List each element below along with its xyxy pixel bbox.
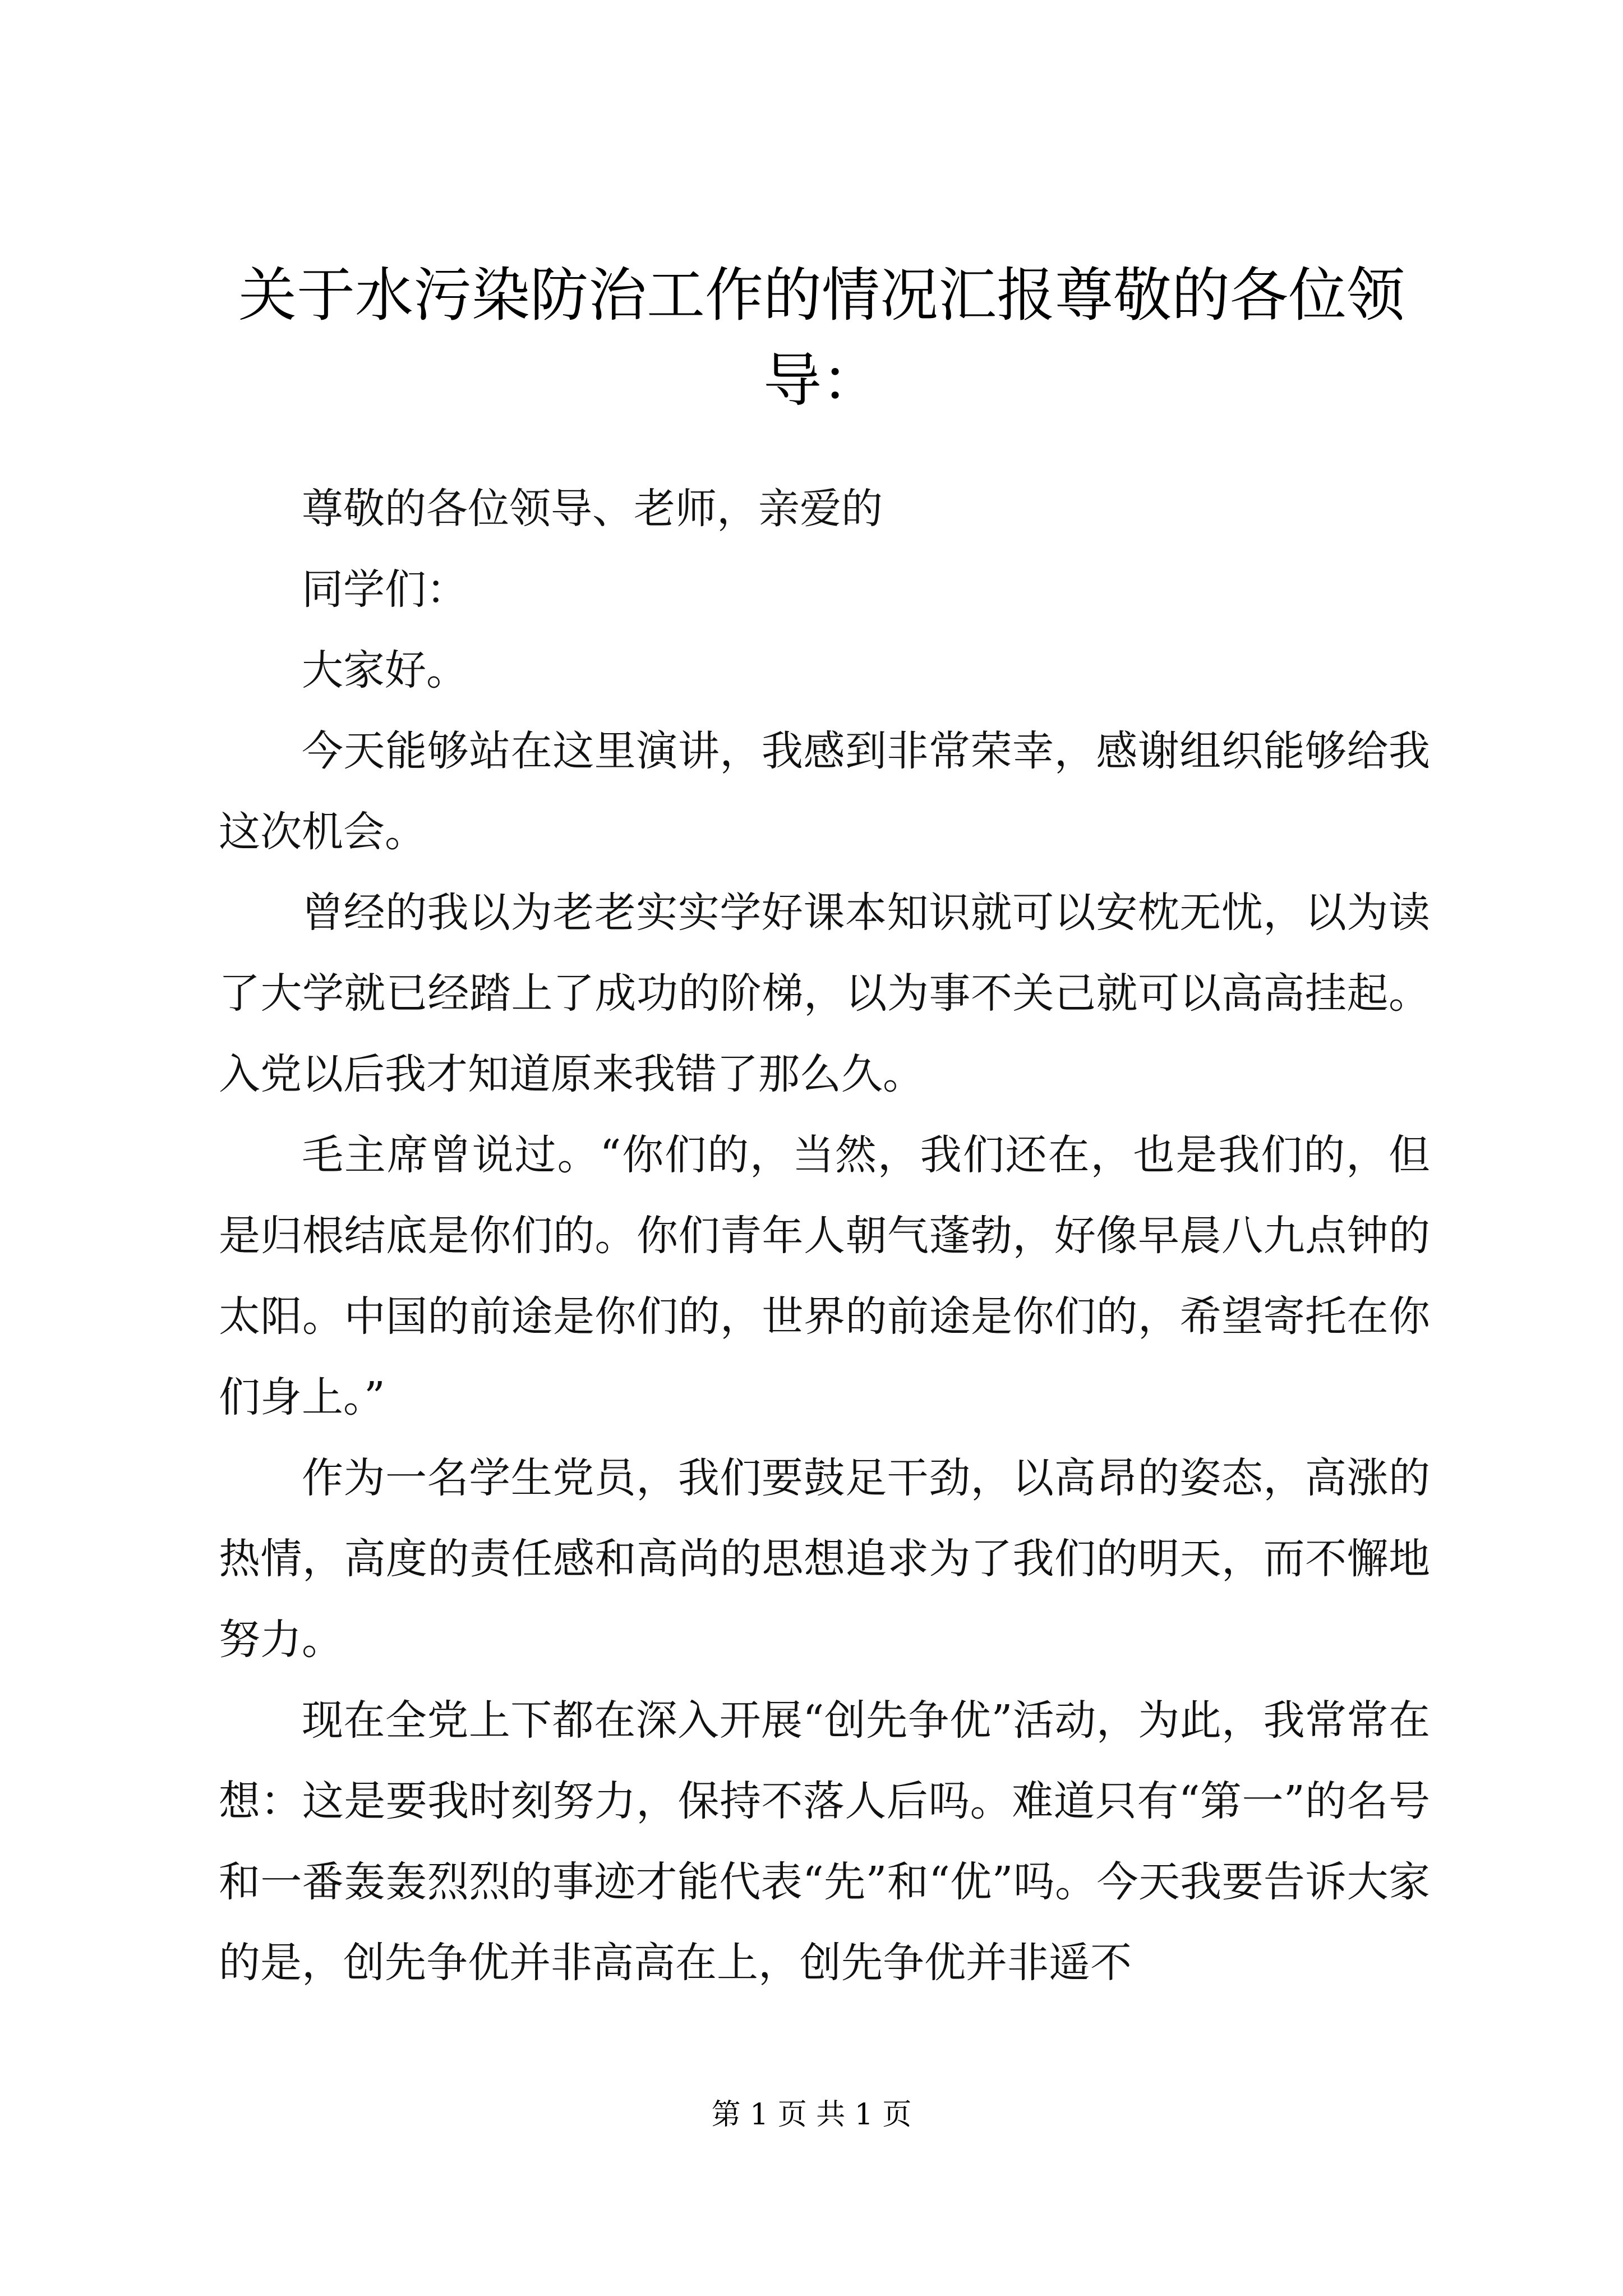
paragraph-past-belief: 曾经的我以为老老实实学好课本知识就可以安枕无忧，以为读了大学就已经踏上了成功的阶梯，以为事不关己就可以高高挂起。入党以后我才知道原来我错了那么久。 — [219, 889, 1430, 1098]
paragraph-hello: 大家好。 — [302, 646, 468, 694]
paragraph-student-member: 作为一名学生党员，我们要鼓足干劲，以高昂的姿态，高涨的热情，高度的责任感和高尚的思想追求为了我们的明天，而不懈地努力。 — [219, 1454, 1430, 1664]
paragraph-campaign: 现在全党上下都在深入开展“创先争优”活动，为此，我常常在想：这是要我时刻努力，保持不落人后吗。难道只有“第一”的名号和一番轰轰烈烈的事迹才能代表“先”和“优”吗。今天我要告诉大家的是，创先争优并非高高在上，创先争优并非遥不 — [219, 1696, 1430, 1987]
page-number-footer: 第 1 页 共 1 页 — [711, 2098, 912, 2132]
document-body — [219, 468, 1430, 2003]
paragraph-honor: 今天能够站在这里演讲，我感到非常荣幸，感谢组织能够给我这次机会。 — [219, 727, 1430, 856]
paragraph-quote: 毛主席曾说过。“你们的，当然，我们还在，也是我们的，但是归根结底是你们的。你们青年人朝气蓬勃，好像早晨八九点钟的太阳。中国的前途是你们的，世界的前途是你们的，希望寄托在你们身上。” — [219, 1131, 1430, 1421]
paragraph-greeting: 尊敬的各位领导、老师，亲爱的 — [302, 485, 883, 533]
paragraph-greeting-continued: 同学们： — [302, 565, 468, 614]
document-title: 关于水污染防治工作的情况汇报尊敬的各位领导： — [238, 261, 1405, 415]
